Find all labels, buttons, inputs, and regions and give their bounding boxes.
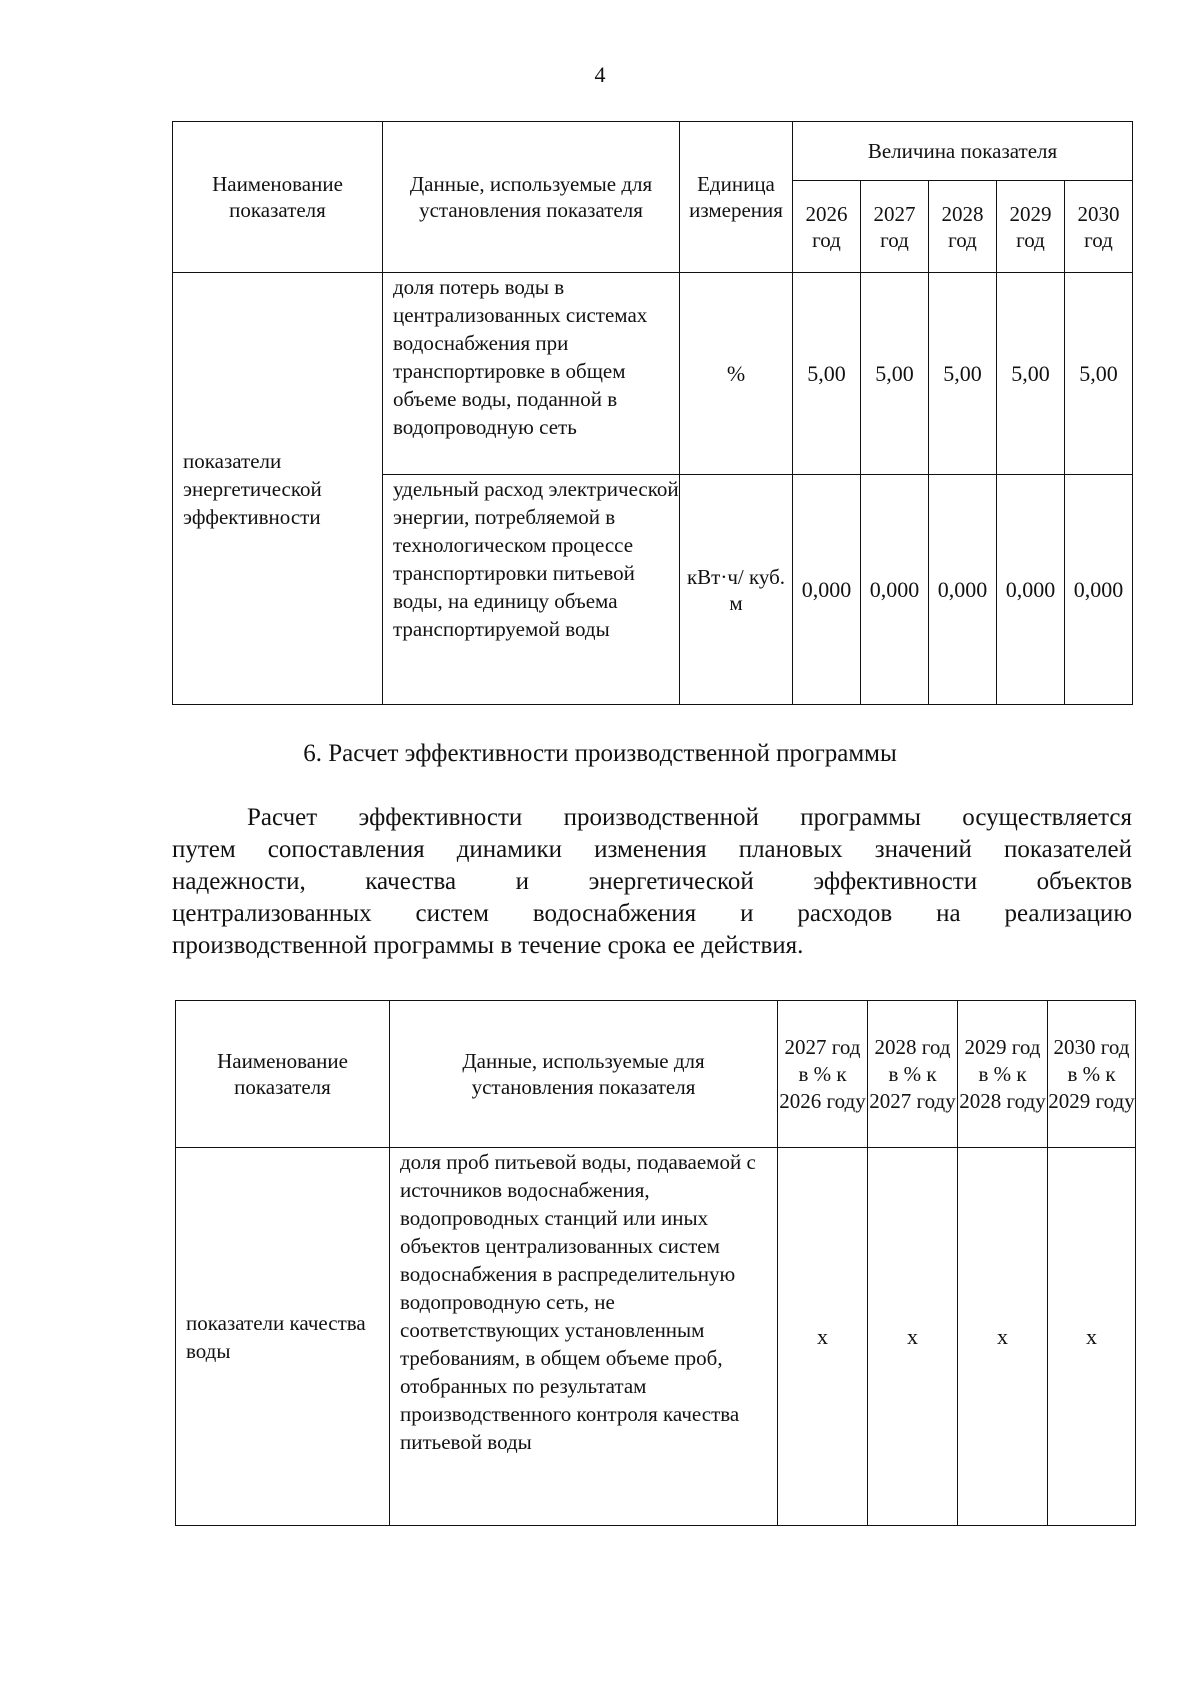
indicator-data: доля потерь воды в централизованных системах водоснабжения при транспортировке в общем объеме воды, поданной в водопроводную сеть	[383, 273, 680, 475]
header-year: 2030 год	[1065, 181, 1133, 273]
indicators-table	[172, 121, 1133, 705]
indicator-value: 0,000	[861, 475, 929, 705]
indicator-value: 0,000	[1065, 475, 1133, 705]
header-year: 2027 год	[861, 181, 929, 273]
section-heading: 6. Расчет эффективности производственной программы	[303, 740, 897, 767]
header-year: 2028 год	[929, 181, 997, 273]
paragraph-line: Расчет эффективности производственной программы осуществляется	[247, 804, 1132, 831]
indicator-unit: %	[680, 273, 793, 475]
indicator-value: х	[1048, 1148, 1136, 1526]
paragraph-line: надежности, качества и энергетической эффективности объектов	[172, 868, 1132, 895]
header-period: 2027 год в % к 2026 году	[778, 1001, 868, 1148]
indicator-value: 5,00	[793, 273, 861, 475]
indicator-value: х	[778, 1148, 868, 1526]
header-data: Данные, используемые для установления показателя	[383, 122, 680, 273]
page-number: 4	[594, 62, 606, 87]
indicator-value: 0,000	[929, 475, 997, 705]
efficiency-table	[175, 1000, 1136, 1526]
header-name: Наименование показателя	[173, 122, 383, 273]
header-unit: Единица измерения	[680, 122, 793, 273]
indicator-value: 5,00	[997, 273, 1065, 475]
header-period: 2028 год в % к 2027 году	[868, 1001, 958, 1148]
indicator-value: х	[958, 1148, 1048, 1526]
paragraph-line: путем сопоставления динамики изменения плановых значений показателей	[172, 836, 1132, 863]
paragraph-line: производственной программы в течение срока ее действия.	[172, 932, 804, 959]
header-period: 2030 год в % к 2029 году	[1048, 1001, 1136, 1148]
indicator-value: 5,00	[1065, 273, 1133, 475]
paragraph-line: централизованных систем водоснабжения и расходов на реализацию	[172, 900, 1132, 927]
indicator-value: 0,000	[997, 475, 1065, 705]
section-paragraph	[172, 802, 1132, 962]
header-year: 2026 год	[793, 181, 861, 273]
header-year: 2029 год	[997, 181, 1065, 273]
header-data: Данные, используемые для установления показателя	[390, 1001, 778, 1148]
header-period: 2029 год в % к 2028 году	[958, 1001, 1048, 1148]
indicator-unit: кВт·ч/ куб. м	[680, 475, 793, 705]
header-name: Наименование показателя	[176, 1001, 390, 1148]
indicator-value: 0,000	[793, 475, 861, 705]
group-label: показатели энергетической эффективности	[173, 273, 383, 705]
indicator-name: показатели качества воды	[176, 1148, 390, 1526]
indicator-value: 5,00	[861, 273, 929, 475]
header-value-group: Величина показателя	[793, 122, 1133, 181]
indicator-data: доля проб питьевой воды, подаваемой с источников водоснабжения, водопроводных станций или иных объектов централизованных систем водоснабжения в распределительную водопроводную сеть, не соответствующих установленным требованиям, в общем объеме проб, отобранных по результатам производственного контроля качества питьевой воды	[390, 1148, 778, 1526]
indicator-value: х	[868, 1148, 958, 1526]
indicator-value: 5,00	[929, 273, 997, 475]
indicator-data: удельный расход электрической энергии, потребляемой в технологическом процессе транспортировки питьевой воды, на единицу объема транспортируемой воды	[383, 475, 680, 705]
